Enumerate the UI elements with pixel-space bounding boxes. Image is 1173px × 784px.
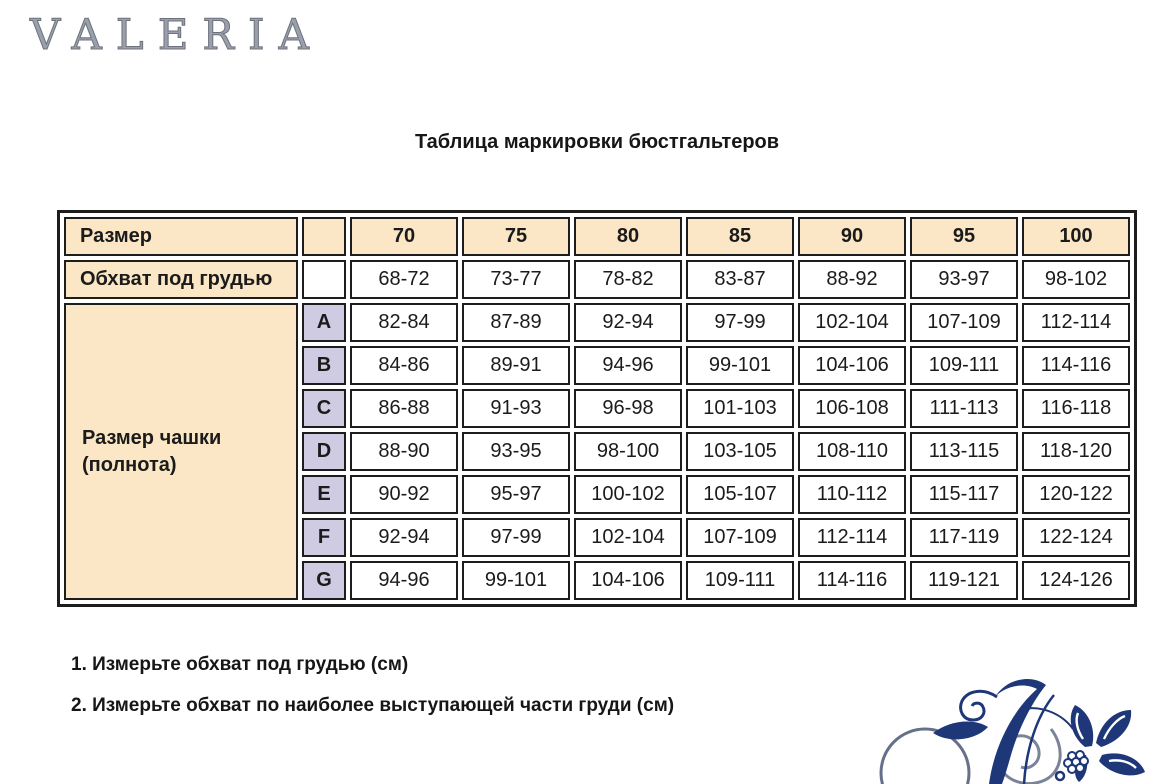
cup-value-cell: 101-103 (686, 389, 794, 428)
row-label-underbust: Обхват под грудью (64, 260, 298, 299)
cup-value-cell: 103-105 (686, 432, 794, 471)
cup-value-cell: 106-108 (798, 389, 906, 428)
cup-value-cell: 112-114 (798, 518, 906, 557)
cup-value-cell: 88-90 (350, 432, 458, 471)
size-col-header: 100 (1022, 217, 1130, 256)
cup-value-cell: 117-119 (910, 518, 1018, 557)
cup-value-cell: 92-94 (574, 303, 682, 342)
cup-value-cell: 95-97 (462, 475, 570, 514)
cup-value-cell: 104-106 (574, 561, 682, 600)
table-row-underbust (64, 260, 1130, 299)
size-col-header: 85 (686, 217, 794, 256)
cup-value-cell: 115-117 (910, 475, 1018, 514)
cup-value-cell: 118-120 (1022, 432, 1130, 471)
cup-letter-cell: G (302, 561, 346, 600)
cup-value-cell: 108-110 (798, 432, 906, 471)
size-col-header: 90 (798, 217, 906, 256)
cup-value-cell: 86-88 (350, 389, 458, 428)
cup-value-cell: 97-99 (462, 518, 570, 557)
spacer-cell-top (302, 217, 346, 256)
cup-value-cell: 112-114 (1022, 303, 1130, 342)
cup-value-cell: 102-104 (798, 303, 906, 342)
cup-value-cell: 122-124 (1022, 518, 1130, 557)
cup-label-line1: Размер чашки (82, 426, 222, 449)
cup-value-cell: 98-100 (574, 432, 682, 471)
cup-value-cell: 87-89 (462, 303, 570, 342)
table-row-size-header (64, 217, 1130, 256)
underbust-value-cell: 93-97 (910, 260, 1018, 299)
underbust-value-cell: 78-82 (574, 260, 682, 299)
cup-value-cell: 91-93 (462, 389, 570, 428)
cup-value-cell: 89-91 (462, 346, 570, 385)
cup-value-cell: 104-106 (798, 346, 906, 385)
cup-letter-cell: F (302, 518, 346, 557)
cup-value-cell: 93-95 (462, 432, 570, 471)
cup-value-cell: 124-126 (1022, 561, 1130, 600)
cup-value-cell: 102-104 (574, 518, 682, 557)
ornament-curl (961, 691, 997, 720)
cup-value-cell: 110-112 (798, 475, 906, 514)
berry-cluster (1064, 751, 1088, 773)
bra-size-table (57, 210, 1137, 607)
size-col-header: 75 (462, 217, 570, 256)
underbust-value-cell: 88-92 (798, 260, 906, 299)
cup-value-cell: 111-113 (910, 389, 1018, 428)
ornament-sweep (1023, 708, 1073, 729)
floral-ornament (873, 667, 1173, 784)
cup-value-cell: 116-118 (1022, 389, 1130, 428)
cup-value-cell: 94-96 (574, 346, 682, 385)
cup-value-cell: 90-92 (350, 475, 458, 514)
ornament-leaf (933, 721, 988, 739)
page-title: Таблица маркировки бюстгальтеров (414, 131, 780, 153)
underbust-value-cell: 98-102 (1022, 260, 1130, 299)
cup-label-line2: (полнота) (82, 453, 177, 476)
underbust-value-cell: 73-77 (462, 260, 570, 299)
cup-value-cell: 109-111 (686, 561, 794, 600)
row-label-size: Размер (64, 217, 298, 256)
cup-value-cell: 92-94 (350, 518, 458, 557)
row-label-cup-size (64, 303, 298, 600)
ornament-dot-ring (1056, 772, 1064, 780)
cup-value-cell: 120-122 (1022, 475, 1130, 514)
cup-letter-cell: B (302, 346, 346, 385)
cup-value-cell: 105-107 (686, 475, 794, 514)
underbust-value-cell: 83-87 (686, 260, 794, 299)
cup-letter-cell: E (302, 475, 346, 514)
size-col-header: 95 (910, 217, 1018, 256)
ornament-stem (989, 679, 1046, 784)
measurement-notes (71, 654, 674, 736)
cup-value-cell: 99-101 (686, 346, 794, 385)
note-2: 2. Измерьте обхват по наиболее выступающей части груди (см) (71, 695, 675, 716)
cup-value-cell: 114-116 (798, 561, 906, 600)
cup-value-cell: 82-84 (350, 303, 458, 342)
flower-petal-upright (1096, 710, 1131, 747)
spacer-cell-underbust (302, 260, 346, 299)
cup-value-cell: 107-109 (686, 518, 794, 557)
flower-petal-upleft (1071, 705, 1094, 747)
size-col-header: 80 (574, 217, 682, 256)
cup-value-cell: 96-98 (574, 389, 682, 428)
cup-value-cell: 109-111 (910, 346, 1018, 385)
cup-value-cell: 97-99 (686, 303, 794, 342)
brand-logo: VALERIA (30, 10, 323, 59)
cup-value-cell: 99-101 (462, 561, 570, 600)
cup-value-cell: 94-96 (350, 561, 458, 600)
cup-value-cell: 107-109 (910, 303, 1018, 342)
cup-value-cell: 100-102 (574, 475, 682, 514)
cup-value-cell: 84-86 (350, 346, 458, 385)
cup-value-cell: 119-121 (910, 561, 1018, 600)
size-table-body (64, 217, 1130, 600)
underbust-value-cell: 68-72 (350, 260, 458, 299)
cup-value-cell: 113-115 (910, 432, 1018, 471)
flower-petal-right (1099, 753, 1145, 775)
size-col-header: 70 (350, 217, 458, 256)
cup-value-cell: 114-116 (1022, 346, 1130, 385)
cup-letter-cell: A (302, 303, 346, 342)
cup-letter-cell: D (302, 432, 346, 471)
table-row-cup-A (64, 303, 1130, 342)
cup-letter-cell: C (302, 389, 346, 428)
note-1: 1. Измерьте обхват под грудью (см) (71, 654, 409, 675)
